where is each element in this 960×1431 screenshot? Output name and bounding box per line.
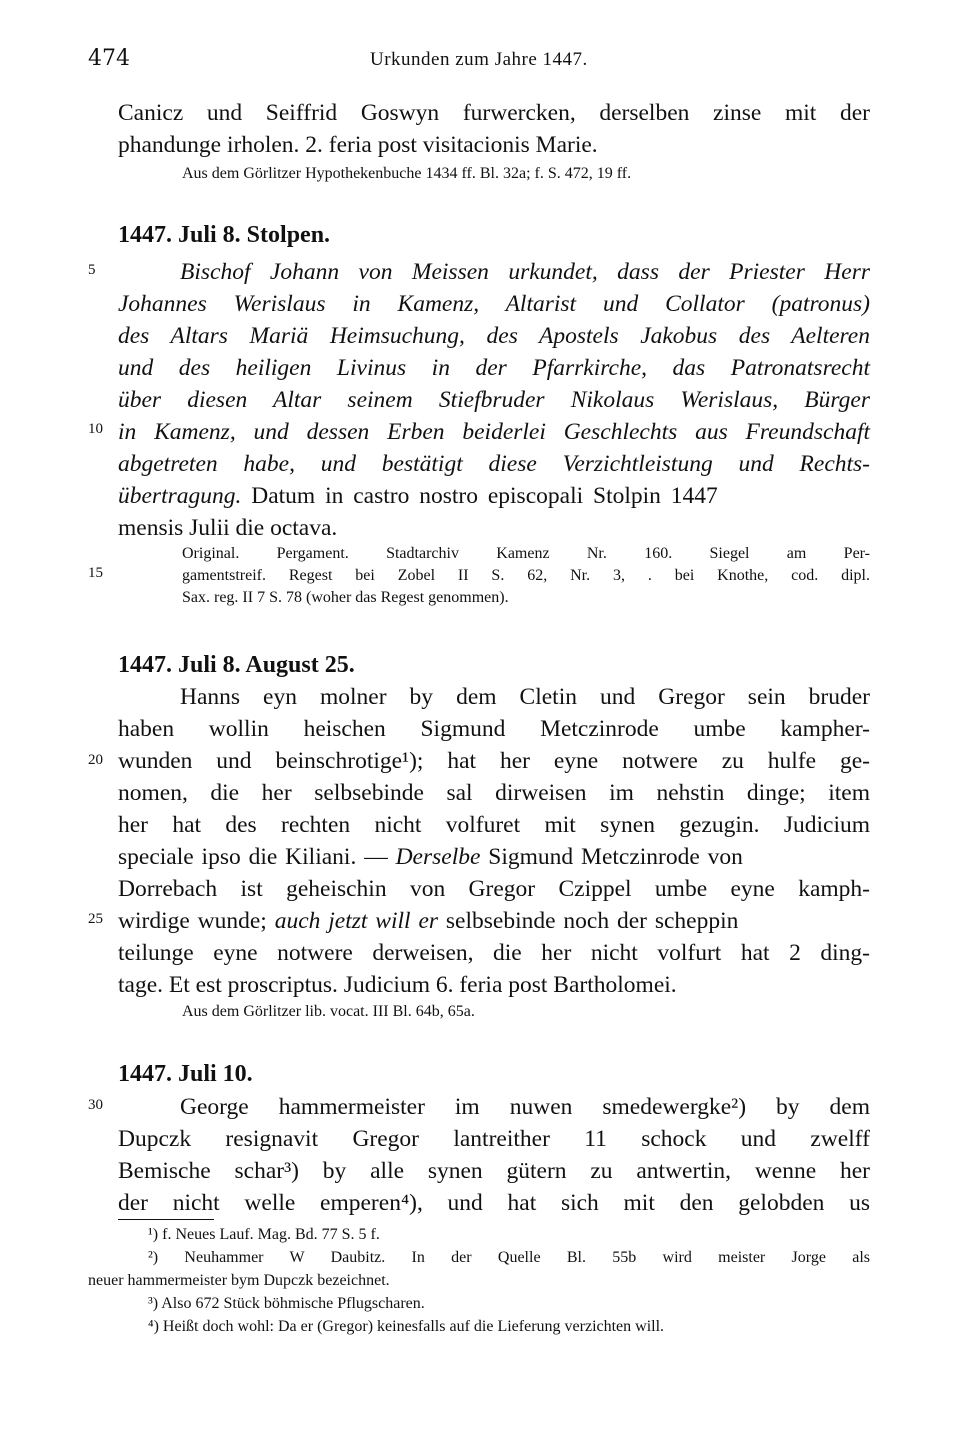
text-roman: wirdige wunde;	[118, 908, 275, 934]
footnote: neuer hammermeister bym Dupczk bezeichnet.	[88, 1272, 390, 1289]
text-line: der nicht welle emperen⁴), und hat sich mit den gelobden us	[118, 1190, 870, 1216]
text-line: abgetreten habe, und bestätigt diese Verzichtleistung und Rechts-	[118, 451, 870, 477]
source-note: Sax. reg. II 7 S. 78 (woher das Regest genommen).	[182, 589, 509, 606]
text-line	[118, 480, 870, 512]
text-line: des Altars Mariä Heimsuchung, des Apostels Jakobus des Aelteren	[118, 323, 870, 349]
text-line: teilunge eyne notwere derweisen, die her nicht volfurt hat 2 ding-	[118, 940, 870, 966]
text-line: phandunge irholen. 2. feria post visitacionis Marie.	[118, 132, 598, 158]
line-number: 15	[88, 565, 103, 581]
text-italic: auch jetzt will er	[274, 908, 439, 934]
text-line: in Kamenz, und dessen Erben beiderlei Geschlechts aus Freundschaft	[118, 419, 870, 445]
footnote-rule	[118, 1219, 214, 1220]
running-title: Urkunden zum Jahre 1447.	[370, 49, 588, 70]
footnote: ⁴) Heißt doch wohl: Da er (Gregor) keinesfalls auf die Lieferung verzichten will.	[148, 1318, 665, 1335]
text-line: Hanns eyn molner by dem Cletin und Gregor sein bruder	[180, 684, 870, 710]
line-number: 10	[88, 421, 103, 437]
text-line: tage. Et est proscriptus. Judicium 6. feria post Bartholomei.	[118, 972, 677, 998]
source-note: Aus dem Görlitzer lib. vocat. III Bl. 64b, 65a.	[182, 1003, 475, 1020]
footnote: ³) Also 672 Stück böhmische Pflugscharen.	[148, 1295, 425, 1312]
text-line: Bischof Johann von Meissen urkundet, dass der Priester Herr	[180, 259, 870, 285]
text-line: über diesen Altar seinem Stiefbruder Nikolaus Werislaus, Bürger	[118, 387, 870, 413]
text-line: und des heiligen Livinus in der Pfarrkirche, das Patronatsrecht	[118, 355, 870, 381]
footnote: ¹) f. Neues Lauf. Mag. Bd. 77 S. 5 f.	[148, 1226, 380, 1243]
line-number: 20	[88, 752, 103, 768]
footnote: ²) Neuhammer W Daubitz. In der Quelle Bl. 55b wird meister Jorge als	[148, 1249, 870, 1266]
source-note: Original. Pergament. Stadtarchiv Kamenz Nr. 160. Siegel am Per-	[182, 545, 870, 562]
line-number: 30	[88, 1097, 103, 1113]
text-line: Dorrebach ist geheischin von Gregor Czippel umbe eyne kamph-	[118, 876, 870, 902]
text-line: Dupczk resignavit Gregor lantreither 11 schock und zwelff	[118, 1126, 870, 1152]
text-line: Bemische schar³) by alle synen gütern zu antwertin, wenne her	[118, 1158, 870, 1184]
text-italic: Derselbe	[395, 844, 481, 870]
text-italic: übertragung.	[118, 483, 242, 509]
text-roman: selbsebinde noch der scheppin	[438, 908, 739, 934]
text-line: George hammermeister im nuwen smedewergke²) by dem	[180, 1094, 870, 1120]
text-line: wunden und beinschrotige¹); hat her eyne notwere zu hulfe ge-	[118, 748, 870, 774]
entry-date: 1447. Juli 10.	[118, 1061, 253, 1087]
source-note: Aus dem Görlitzer Hypothekenbuche 1434 ff. Bl. 32a; f. S. 472, 19 ff.	[182, 165, 632, 182]
text-line: mensis Julii die octava.	[118, 515, 338, 541]
source-note: gamentstreif. Regest bei Zobel II S. 62, Nr. 3, . bei Knothe, cod. dipl.	[182, 567, 870, 584]
entry-date: 1447. Juli 8. August 25.	[118, 652, 355, 678]
text-line	[118, 841, 870, 873]
text-line: nomen, die her selbsebinde sal dirweisen im nehstin dinge; item	[118, 780, 870, 806]
text-line: haben wollin heischen Sigmund Metczinrode umbe kampher-	[118, 716, 870, 742]
page-number: 474	[88, 46, 130, 71]
line-number: 25	[88, 911, 103, 927]
text-line: Canicz und Seiffrid Goswyn furwercken, derselben zinse mit der	[118, 100, 870, 126]
text-line: Johannes Werislaus in Kamenz, Altarist und Collator (patronus)	[118, 291, 870, 317]
text-roman: Datum in castro nostro episcopali Stolpin 1447	[241, 483, 718, 509]
entry-date: 1447. Juli 8. Stolpen.	[118, 222, 331, 248]
text-roman: Sigmund Metczinrode von	[480, 844, 743, 870]
text-line	[118, 905, 870, 937]
text-line: her hat des rechten nicht volfuret mit synen gezugin. Judicium	[118, 812, 870, 838]
line-number: 5	[88, 262, 96, 278]
text-roman: speciale ipso die Kiliani. —	[118, 844, 396, 870]
